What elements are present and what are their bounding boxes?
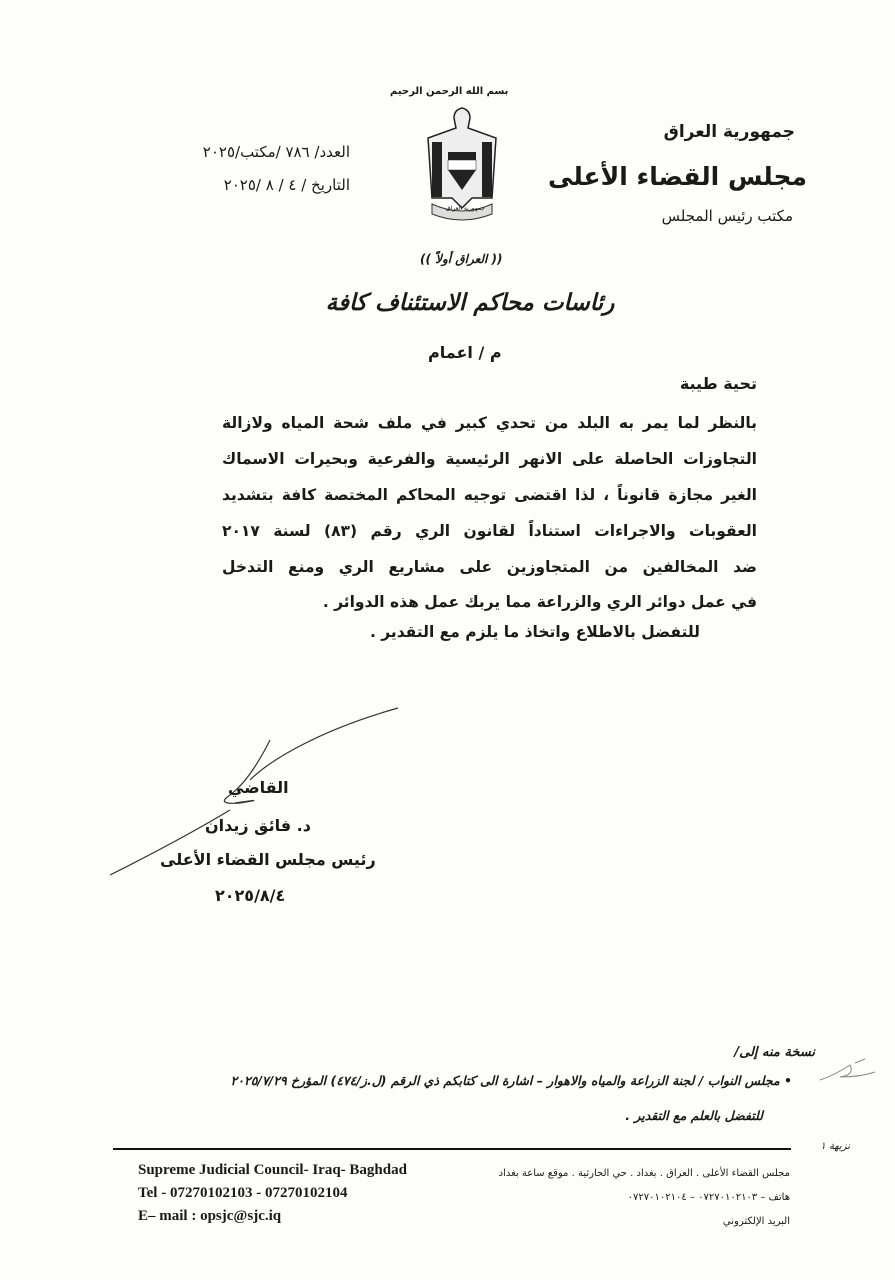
footer-phone-ar: هاتف – ٠٧٢٧٠١٠٢١٠٣ – ٠٧٢٧٠١٠٢١٠٤	[627, 1192, 790, 1203]
recipient: رئاسات محاكم الاستئناف كافة	[325, 290, 615, 316]
office-name: مكتب رئيس المجلس	[661, 207, 793, 225]
body-line: في عمل دوائر الري والزراعة مما يربك عمل هذه الدوائر .	[322, 593, 757, 611]
copy-to-item	[231, 1073, 792, 1088]
subject: م / اعمام	[428, 343, 502, 362]
greeting: تحية طيبة	[679, 374, 757, 393]
signature-date: ٢٠٢٥/٨/٤	[215, 886, 286, 905]
body-line: العقوبات والاجراءات استناداً لقانون الري رقم (٨٣) لسنة ٢٠١٧	[222, 522, 757, 540]
footer-divider	[113, 1148, 791, 1150]
country-name: جمهورية العراق	[663, 122, 795, 142]
bullet: •	[784, 1073, 792, 1088]
footer-email-label: البريد الإلكتروني	[722, 1216, 790, 1227]
basmala: بسم الله الرحمن الرحيم	[390, 86, 509, 97]
footer-email: E– mail : opsjc@sjc.iq	[138, 1208, 282, 1224]
body-line: الغير مجازة قانوناً ، لذا اقتضى توجيه المحاكم المختصة كافة بتشديد	[222, 486, 757, 504]
signatory-title: القاضي	[228, 778, 289, 797]
footer-council-name: Supreme Judicial Council- Iraq- Baghdad	[138, 1162, 407, 1178]
slogan: (( العراق أولاً ))	[420, 252, 503, 266]
institution-name: مجلس القضاء الأعلى	[548, 162, 807, 191]
reference-number: العدد/ ٧٨٦ /مكتب/٢٠٢٥	[202, 143, 350, 161]
emblem-text: جمهورية العراق	[446, 205, 485, 212]
body-line: التجاوزات الحاصلة على الانهر الرئيسية والفرعية وبحيرات الاسماك	[222, 450, 757, 468]
body-line: ضد المخالفين من المتجاوزين على مشاريع الري ومنع التدخل	[222, 558, 757, 576]
footer-phone: Tel - 07270102103 - 07270102104	[138, 1185, 348, 1201]
body-line: بالنظر لما يمر به البلد من تحدي كبير في ملف شحة المياه ولازالة	[222, 414, 757, 432]
footer-address: مجلس القضاء الأعلى . العراق . بغداد . حي الحارثية . موقع ساعة بغداد	[498, 1168, 790, 1179]
copy-to-item-text: مجلس النواب / لجنة الزراعة والمياه والاهوار – اشارة الى كتابكم ذي الرقم (ل.ز/٤٧٤) المؤرخ ٢٠٢٥/٧/٢٩	[230, 1073, 780, 1088]
signatory-position: رئيس مجلس القضاء الأعلى	[160, 850, 376, 869]
margin-note: نزيهة ١	[820, 1141, 850, 1152]
document-date: التاريخ / ٤ / ٨ /٢٠٢٥	[223, 176, 350, 194]
closing: للتفضل بالاطلاع واتخاذ ما يلزم مع التقدير .	[369, 623, 700, 641]
signatory-name: د. فائق زيدان	[205, 816, 311, 835]
copy-to-note: للتفضل بالعلم مع التقدير .	[625, 1108, 763, 1123]
iraq-emblem	[418, 104, 506, 224]
initials-scribble	[815, 1055, 885, 1095]
copy-to-label: نسخة منه إلى/	[734, 1045, 815, 1060]
